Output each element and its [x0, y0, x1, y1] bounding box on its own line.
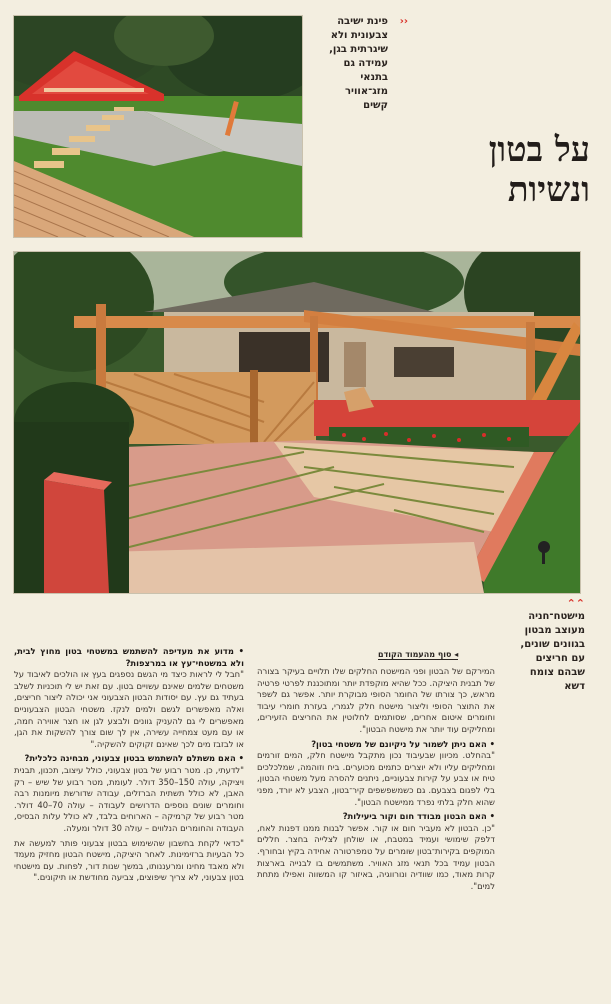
bottom-photo-caption [515, 598, 585, 694]
caption-line: מזג־אוויר [345, 86, 388, 97]
caption-line: בתנאי [360, 72, 388, 83]
question-heading: • האם משתלם להשתמש בבטון צבעוני, מבחינה כלכלית? [14, 753, 244, 765]
continued-label [378, 650, 458, 660]
caption-line: פינת ישיבה [337, 16, 388, 27]
article-column-right [257, 666, 495, 1002]
caption-line: שבהם צומח [529, 667, 585, 678]
paragraph: "כדאי לקחת בחשבון שהשימוש בבטון צבעוני פותר למעשה את כל הבעיות ברזימינות. לאחר היציקה, מישטח הבטון מחזיק מעמד ולא מאבד מחינו ומרעננותו, במשך שנות דור, לפחות. עם מישטחי בטון צבעוני, לא צריך שיפוצים, צביעה מחודשת או תיקונים." [14, 837, 244, 883]
title-line-2: ונשיות [507, 170, 590, 210]
top-photo-caption [320, 15, 408, 113]
continued-text: סוף מהעמוד הקודם [378, 650, 452, 659]
caption-line: מעוצב מבטון [524, 625, 585, 636]
question-heading: • האם הבטון מבודד חום וקור ביעילות? [257, 811, 495, 823]
continued-arrow-icon: ◂ [451, 650, 459, 659]
article-column-left [14, 643, 244, 1002]
caption-arrow-icon: ‹‹ [399, 16, 408, 27]
caption-line: עמידה גם [343, 58, 388, 69]
paragraph: "חבל לי לראות כיצד מי הגשם נספגים בעץ או הולכים לאיבוד על משטחים שלמים שאינם עשויים בטון. עם זאת יש לי תוכניות לשלב בעתיד גם עץ. עם יסודות הבטון הצבעוני אני יכולה ליצור חריצים, ואלה מאפשרים לגשם ולמים לנקז. משטחי הבטון הצבעוניים מאפשרים לי גם להעניק גוונים ולבצע לגן או חצר אווירה חמה, או עם מעט צמחייה עשירה, אין לך שום צורך להשקות את הגן, או לבזבז מים לכך שאינם זקוקים להשקיה." [14, 669, 244, 749]
article-title [440, 130, 590, 210]
caption-line: עם חריצים [535, 653, 585, 664]
paragraph: "בהחלט. מכיוון שבעיבוד נכון מתקבל מישטח חלק, המים זורמים ומחליקים עליו ולא יוצרים כתמים מכוערים. ביח וזוהמה, שמלכלכים טיח או צבע על קירות צבעוניים, ניתנים להסרה מעל משטחי הבטון, בלי לפגום בצבעם. גם כשמשפשפים קיר־בטון, הצבע לא יורד, מפני שהוא חלק בלתי נפרד ממישטח הבטון". [257, 750, 495, 807]
caption-line: צבעונית ולא [330, 30, 388, 41]
paragraph: "לדעתי, כן. מטר רבוע של בטון צבעוני, כולל עיצוב, תכנון, תבנית ויציקה, עולה 150–350 דולר. לעומת, מטר רבוע של שיש – רק האבן, לא כולל תשתית הברזלים, עבודה שדורשת מיומנות רבה וחומרים שונים נוספים הדרושים לעבודה – עולה 70–40 דולר. מטר רבוע של קרמיקה – הארוחים בלבד, לא כולל עלות הבסיס, העבודה והחומרים הנלווים – עולה 30 דולר ומעלה. [14, 764, 244, 833]
paragraph: המירקם של הבטון ופני המישטח החלקים שלו תלויים בעיקר בצורה של תבנית היציקה. ככל שהיא מוקפדת יותר ומתוכננת לפרטי פרטיה מראש, כך צורתו של החומר הסופי מבוקרת יותר. אפשר גם לשפר את התוצר הסופי וליצור מישטח חלק לגמרי, בעזרת חומרי עיבוד וחומרים איטום אחרים, שסותמים לחלוטין את החריצים הזעירים, ומחליקים עוד יותר את מישטח הבטון". [257, 666, 495, 734]
question-heading: • האם ניתן לשמור על ניקיונם של משטחי בטון? [257, 739, 495, 751]
paragraph: "כן. הבטון לא מעביר חום או קור. אפשר לבנות ממנו דפנות לאח, דלפק שימושי ועמיד במטבח, או שולחן לצלייה בחצר. חללים המוקפים בקירות־בטון שומרים על טמפרטורה אחידה בקיץ ובחורף. הבטון עמיד בכל תנאי מזג האוויר. משתמשים בו לבנייה בארצות קרות מאוד, כמו שוודיה ונורווגיה, באיזור קו המשווה ואפילו מתחת למים". [257, 822, 495, 891]
caption-line: קשים [363, 100, 388, 111]
title-line-1: על בטון [488, 130, 590, 170]
caption-line: דשא [564, 681, 585, 692]
caption-line: בגוונים שונים, [520, 639, 585, 650]
caption-arrow-icon: ⌃⌃ [566, 597, 585, 610]
caption-line: מישטח־חניה [528, 611, 585, 622]
garden-seating-photo [13, 15, 303, 238]
parking-surface-photo [13, 251, 581, 594]
question-heading: • מדוע את מעדיפה להשתמש במשטחי בטון מחוץ לבית, ולא במשטחי־עץ או במרצפות? [14, 646, 244, 669]
caption-line: שיגרתית בגן, [329, 44, 388, 55]
